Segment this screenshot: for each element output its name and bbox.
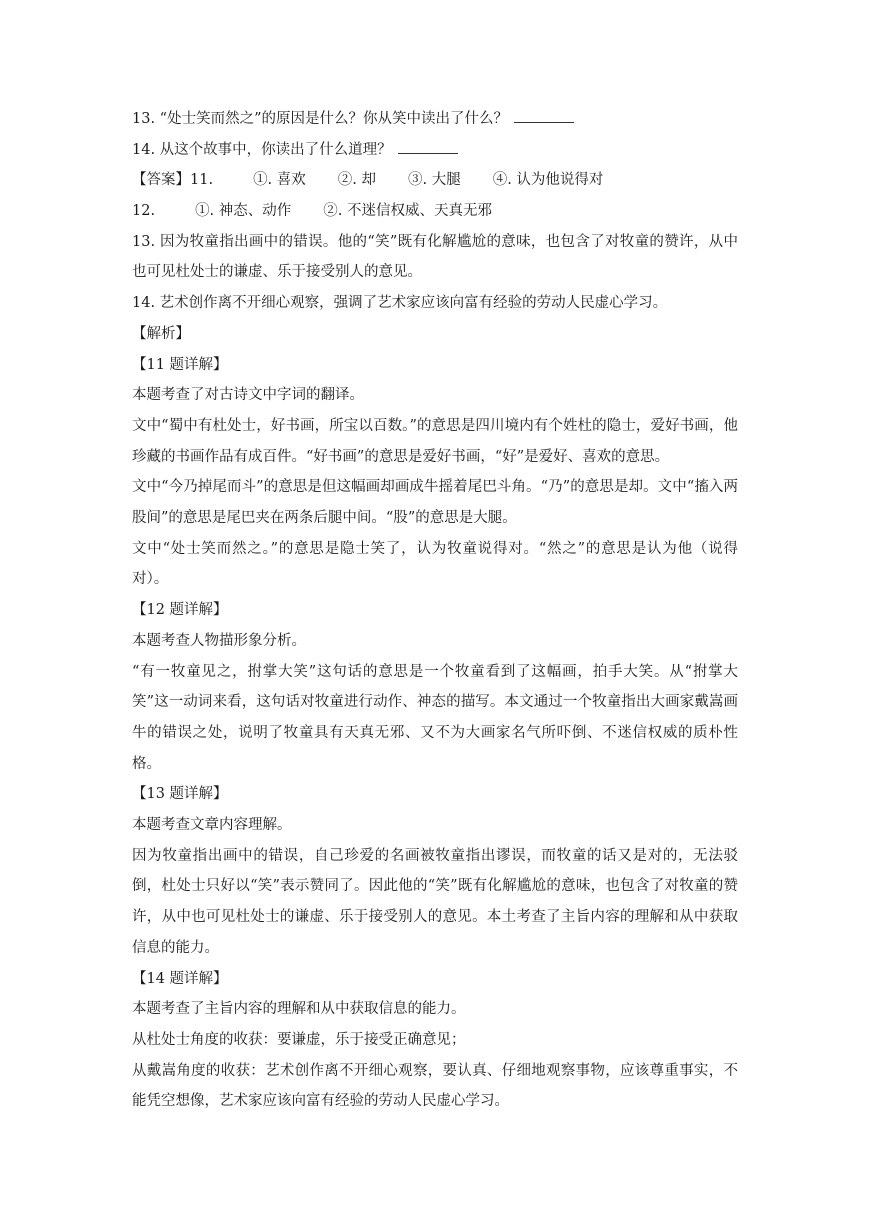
section-11-title: 【11 题详解】 <box>132 356 228 373</box>
answer-blank-13 <box>514 108 574 123</box>
section-11-paragraph-1: 文中“蜀中有杜处士，好书画，所宝以百数。”的意思是四川境内有个姓杜的隐士，爱好书画，他珍藏的书画作品有成百件。“好书画”的意思是爱好书画，“好”是爱好、喜欢的意思。 <box>132 417 738 465</box>
answer-12-option-1: ①. 神态、动作 <box>195 203 292 220</box>
answer-11-option-4: ④. 认为他说得对 <box>492 172 604 189</box>
answer-12-option-2: ②. 不迷信权威、天真无邪 <box>323 203 492 220</box>
section-12-intro: 本题考查人物描形象分析。 <box>132 632 306 649</box>
answer-13: 13. 因为牧童指出画中的错误。他的“笑”既有化解尴尬的意味，也包含了对牧童的赞许，从中也可见杜处士的谦虚、乐于接受别人的意见。 <box>132 233 738 281</box>
section-11-intro: 本题考查了对古诗文中字词的翻译。 <box>132 387 364 404</box>
section-14-intro: 本题考查了主旨内容的理解和从中获取信息的能力。 <box>132 1001 466 1018</box>
document-page <box>132 104 738 1117</box>
analysis-header: 【解析】 <box>132 325 190 342</box>
section-14-paragraph-1: 从杜处士角度的收获：要谦虚，乐于接受正确意见； <box>132 1031 466 1048</box>
section-14-title: 【14 题详解】 <box>132 970 228 987</box>
section-13-paragraph-1: 因为牧童指出画中的错误，自己珍爱的名画被牧童指出谬误，而牧童的话又是对的，无法驳倒，杜处士只好以“笑”表示赞同了。因此他的“笑”既有化解尴尬的意味，也包含了对牧童的赞许，从中也可见杜处士的谦虚、乐于接受别人的意见。本土考查了主旨内容的理解和从中获取信息的能力。 <box>132 847 738 956</box>
section-11-paragraph-3: 文中“处士笑而然之。”的意思是隐士笑了，认为牧童说得对。“然之”的意思是认为他（说得对）。 <box>132 540 738 588</box>
answer-12-number: 12. <box>132 203 156 220</box>
answer-11 <box>132 165 738 196</box>
answer-11-option-3: ③. 大腿 <box>408 172 461 189</box>
answer-14: 14. 艺术创作离不开细心观察，强调了艺术家应该向富有经验的劳动人民虚心学习。 <box>132 295 668 312</box>
question-13-text: 13. “处士笑而然之”的原因是什么？你从笑中读出了什么？ <box>132 111 508 127</box>
question-13 <box>132 104 738 135</box>
answer-blank-14 <box>398 139 458 154</box>
section-13-intro: 本题考查文章内容理解。 <box>132 817 292 834</box>
section-12-paragraph-1: “有一牧童见之，拊掌大笑”这句话的意思是一个牧童看到了这幅画，拍手大笑。从“拊掌大笑”这一动词来看，这句话对牧童进行动作、神态的描写。本文通过一个牧童指出大画家戴嵩画牛的错误之处，说明了牧童具有天真无邪、又不为大画家名气所吓倒、不迷信权威的质朴性格。 <box>132 663 738 772</box>
question-14-text: 14. 从这个故事中，你读出了什么道理？ <box>132 141 392 158</box>
answer-12 <box>132 196 738 227</box>
section-11-paragraph-2: 文中“今乃掉尾而斗”的意思是但这幅画却画成牛摇着尾巴斗角。“乃”的意思是却。文中“搐入两股间”的意思是尾巴夹在两条后腿中间。“股”的意思是大腿。 <box>132 479 738 527</box>
section-14-paragraph-2: 从戴嵩角度的收获：艺术创作离不开细心观察，要认真、仔细地观察事物，应该尊重事实，不能凭空想像，艺术家应该向富有经验的劳动人民虚心学习。 <box>132 1062 738 1110</box>
section-13-title: 【13 题详解】 <box>132 786 228 803</box>
answer-prefix: 【答案】11. <box>132 172 214 189</box>
answer-11-option-2: ②. 却 <box>337 172 376 189</box>
question-14 <box>132 135 738 166</box>
section-12-title: 【12 题详解】 <box>132 602 228 619</box>
answer-11-option-1: ①. 喜欢 <box>253 172 306 189</box>
